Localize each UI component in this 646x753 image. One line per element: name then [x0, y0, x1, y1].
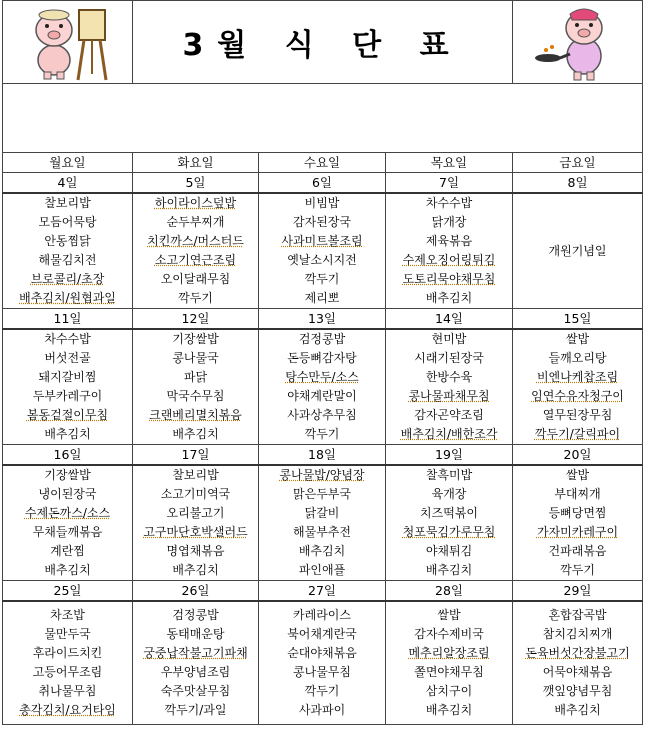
menu-item: 야채튀김 — [425, 544, 473, 558]
menu-item: 혼합잡곡밥 — [548, 608, 607, 622]
menu-item: 북어채계란국 — [287, 627, 357, 641]
day-tue: 화요일 — [133, 153, 259, 173]
date-cell: 27일 — [259, 581, 386, 602]
menu-item: 총각김치/요거타임 — [19, 703, 116, 717]
menu-item: 제육볶음 — [425, 234, 473, 248]
menu-item: 감자된장국 — [293, 215, 351, 229]
menu-item: 두부카레구이 — [32, 389, 103, 403]
menu-cell — [3, 601, 133, 725]
menu-item: 돼지갈비찜 — [38, 370, 97, 384]
date-cell: 4일 — [3, 173, 133, 194]
menu-item: 버섯전골 — [44, 351, 91, 365]
menu-item: 사과미트볼조림 — [281, 234, 363, 248]
menu-item: 쌀밥 — [437, 608, 461, 622]
menu-cell — [259, 601, 386, 725]
menu-item: 돈육버섯간장불고기 — [525, 646, 630, 660]
menu-item: 닭개장 — [431, 215, 467, 229]
menu-item: 깻잎양념무침 — [542, 684, 613, 698]
menu-item: 순대야채볶음 — [287, 646, 357, 660]
menu-item: 등뼈당면찜 — [548, 506, 607, 520]
menu-cell — [513, 465, 643, 581]
menu-cell — [513, 193, 643, 309]
menu-item: 숙주맛살무침 — [160, 684, 231, 698]
day-mon: 월요일 — [3, 153, 133, 173]
menu-row — [3, 329, 643, 445]
menu-item: 치즈떡볶이 — [420, 506, 478, 520]
day-wed: 수요일 — [259, 153, 386, 173]
date-cell: 18일 — [259, 445, 386, 466]
menu-cell — [133, 193, 259, 309]
menu-item: 들깨오리탕 — [548, 351, 607, 365]
menu-item: 한방수육 — [425, 370, 473, 384]
menu-item: 기장쌀밥 — [44, 468, 91, 482]
weekday-row — [3, 153, 643, 173]
menu-item: 검정콩밥 — [172, 608, 219, 622]
menu-item: 감자곤약조림 — [414, 408, 484, 422]
menu-item: 배추김치 — [298, 544, 346, 558]
menu-item: 사과파이 — [298, 703, 346, 717]
menu-cell — [386, 601, 513, 725]
menu-item: 물만두국 — [44, 627, 91, 641]
menu-item: 크랜베리멸치볶음 — [149, 408, 242, 422]
menu-item: 쫄면야채무침 — [414, 665, 484, 679]
menu-item: 임연수유자청구이 — [531, 389, 624, 403]
menu-item: 막국수무침 — [166, 389, 225, 403]
menu-item: 콩나물밥/양념장 — [279, 468, 365, 482]
menu-item: 닭갈비 — [304, 506, 340, 520]
menu-cell — [3, 465, 133, 581]
menu-item: 순두부찌개 — [166, 215, 225, 229]
menu-item: 비엔나케찹조림 — [536, 370, 619, 384]
menu-item: 모듬어묵탕 — [38, 215, 97, 229]
date-row — [3, 445, 643, 466]
menu-row — [3, 601, 643, 725]
menu-item: 시래기된장국 — [414, 351, 484, 365]
date-cell: 26일 — [133, 581, 259, 602]
date-cell: 25일 — [3, 581, 133, 602]
header-right-illustration — [513, 1, 643, 84]
menu-item: 탕수만두/소스 — [285, 370, 359, 384]
pig-painter-icon — [24, 2, 112, 82]
blank-area — [3, 84, 643, 153]
page-title: 3월 식 단 표 — [133, 1, 513, 84]
menu-item: 돈등뼈감자탕 — [287, 351, 357, 365]
date-cell: 7일 — [386, 173, 513, 194]
menu-item: 쌀밥 — [565, 332, 590, 346]
menu-item: 차수수밥 — [44, 332, 91, 346]
menu-item: 가자미카레구이 — [536, 525, 619, 539]
menu-item: 콩나물무침 — [293, 665, 351, 679]
menu-cell — [513, 329, 643, 445]
menu-item: 어묵야채볶음 — [542, 665, 613, 679]
menu-item: 깍두기 — [304, 272, 340, 286]
date-cell: 11일 — [3, 309, 133, 330]
menu-item: 찰흑미밥 — [425, 468, 473, 482]
menu-item: 파인애플 — [298, 563, 346, 577]
menu-item: 제리뽀 — [304, 291, 340, 305]
menu-item: 기장쌀밥 — [172, 332, 219, 346]
menu-item: 열무된장무침 — [542, 408, 613, 422]
menu-item: 안동찜닭 — [44, 234, 91, 248]
menu-item: 콩나물국 — [172, 351, 219, 365]
menu-item: 깍두기 — [178, 291, 213, 305]
menu-item: 찰보리밥 — [172, 468, 219, 482]
menu-item: 차조밥 — [50, 608, 85, 622]
menu-item: 깍두기 — [304, 427, 340, 441]
menu-item: 수제돈까스/소스 — [24, 506, 111, 520]
date-cell: 29일 — [513, 581, 643, 602]
menu-item: 깍두기/갈릭파이 — [534, 427, 621, 441]
date-cell: 28일 — [386, 581, 513, 602]
day-thu: 목요일 — [386, 153, 513, 173]
menu-row — [3, 465, 643, 581]
menu-item: 깍두기/과일 — [164, 703, 227, 717]
header-left-illustration — [3, 1, 133, 84]
menu-cell — [386, 193, 513, 309]
menu-item: 냉이된장국 — [38, 487, 97, 501]
menu-item: 하이라이스덮밥 — [154, 196, 237, 210]
date-cell: 15일 — [513, 309, 643, 330]
menu-item: 파닭 — [183, 370, 208, 384]
menu-item: 치킨까스/머스터드 — [147, 234, 244, 248]
menu-item: 배추김치 — [172, 427, 219, 441]
date-cell: 17일 — [133, 445, 259, 466]
menu-cell — [133, 465, 259, 581]
date-row — [3, 581, 643, 602]
menu-item: 수제오징어링튀김 — [402, 253, 496, 267]
menu-cell — [259, 465, 386, 581]
menu-item: 개원기념일 — [548, 243, 607, 258]
menu-item: 명엽채볶음 — [166, 544, 225, 558]
menu-item: 무채들깨볶음 — [32, 525, 103, 539]
pig-chef-icon — [534, 2, 622, 82]
menu-item: 메추리알장조림 — [408, 646, 490, 660]
menu-item: 동태매운탕 — [166, 627, 225, 641]
menu-item: 배추김치 — [425, 291, 473, 305]
menu-item: 육개장 — [431, 487, 467, 501]
menu-item: 건파래볶음 — [548, 544, 607, 558]
menu-item: 쌀밥 — [565, 468, 590, 482]
menu-item: 오리불고기 — [166, 506, 225, 520]
menu-item: 참치김치찌개 — [542, 627, 613, 641]
menu-cell — [259, 193, 386, 309]
menu-item: 후라이드치킨 — [32, 646, 103, 660]
menu-row — [3, 193, 643, 309]
menu-item: 궁중납작불고기파채 — [143, 646, 248, 660]
menu-table — [2, 0, 643, 725]
menu-item: 비빔밥 — [304, 196, 340, 210]
menu-item: 현미밥 — [431, 332, 467, 346]
menu-item: 카레라이스 — [293, 608, 351, 622]
date-cell: 5일 — [133, 173, 259, 194]
menu-item: 봄동겉절이무침 — [26, 408, 109, 422]
date-row — [3, 309, 643, 330]
date-cell: 14일 — [386, 309, 513, 330]
menu-item: 배추김치/원협과일 — [19, 291, 116, 305]
menu-cell — [259, 329, 386, 445]
menu-item: 삼치구이 — [425, 684, 473, 698]
menu-item: 사과상추무침 — [287, 408, 357, 422]
menu-item: 맑은두부국 — [293, 487, 351, 501]
weeks-body — [3, 173, 643, 725]
date-cell: 16일 — [3, 445, 133, 466]
menu-cell — [133, 601, 259, 725]
menu-item: 소고기연근조림 — [154, 253, 237, 267]
date-cell: 20일 — [513, 445, 643, 466]
date-cell: 8일 — [513, 173, 643, 194]
menu-item: 계란찜 — [50, 544, 85, 558]
menu-item: 차수수밥 — [425, 196, 473, 210]
menu-cell — [133, 329, 259, 445]
menu-item: 고등어무조림 — [32, 665, 103, 679]
menu-item: 브로콜리/초장 — [30, 272, 105, 286]
menu-item: 소고기미역국 — [160, 487, 231, 501]
menu-item: 부대찌개 — [554, 487, 601, 501]
menu-item: 찰보리밥 — [44, 196, 91, 210]
menu-item: 고구마단호박샐러드 — [143, 525, 248, 539]
menu-item: 배추김치 — [44, 563, 91, 577]
date-cell: 6일 — [259, 173, 386, 194]
menu-item: 배추김치 — [172, 563, 219, 577]
menu-item: 검정콩밥 — [298, 332, 346, 346]
menu-cell — [386, 329, 513, 445]
menu-item: 배추김치/배한조각 — [400, 427, 498, 441]
blank-row — [3, 84, 643, 153]
menu-cell — [3, 329, 133, 445]
menu-cell — [513, 601, 643, 725]
day-fri: 금요일 — [513, 153, 643, 173]
menu-item: 청포묵김가루무침 — [402, 525, 496, 539]
menu-item: 해물부추전 — [293, 525, 351, 539]
date-cell: 19일 — [386, 445, 513, 466]
menu-item: 오이달래무침 — [160, 272, 231, 286]
menu-item: 취나물무침 — [38, 684, 97, 698]
menu-item: 옛날소시지전 — [287, 253, 357, 267]
header-row — [3, 1, 643, 84]
menu-item: 콩나물파채무침 — [408, 389, 490, 403]
menu-item: 배추김치 — [554, 703, 601, 717]
menu-cell — [3, 193, 133, 309]
menu-item: 깍두기 — [560, 563, 595, 577]
menu-item: 야채계란말이 — [287, 389, 357, 403]
menu-item: 도토리묵야채무침 — [402, 272, 496, 286]
menu-item: 우부양념조림 — [160, 665, 231, 679]
menu-cell — [386, 465, 513, 581]
date-cell: 12일 — [133, 309, 259, 330]
date-cell: 13일 — [259, 309, 386, 330]
menu-item: 배추김치 — [425, 563, 473, 577]
date-row — [3, 173, 643, 194]
menu-item: 감자수제비국 — [414, 627, 484, 641]
menu-item: 해물김치전 — [38, 253, 97, 267]
menu-item: 배추김치 — [44, 427, 91, 441]
menu-item: 깍두기 — [304, 684, 340, 698]
menu-item: 배추김치 — [425, 703, 473, 717]
